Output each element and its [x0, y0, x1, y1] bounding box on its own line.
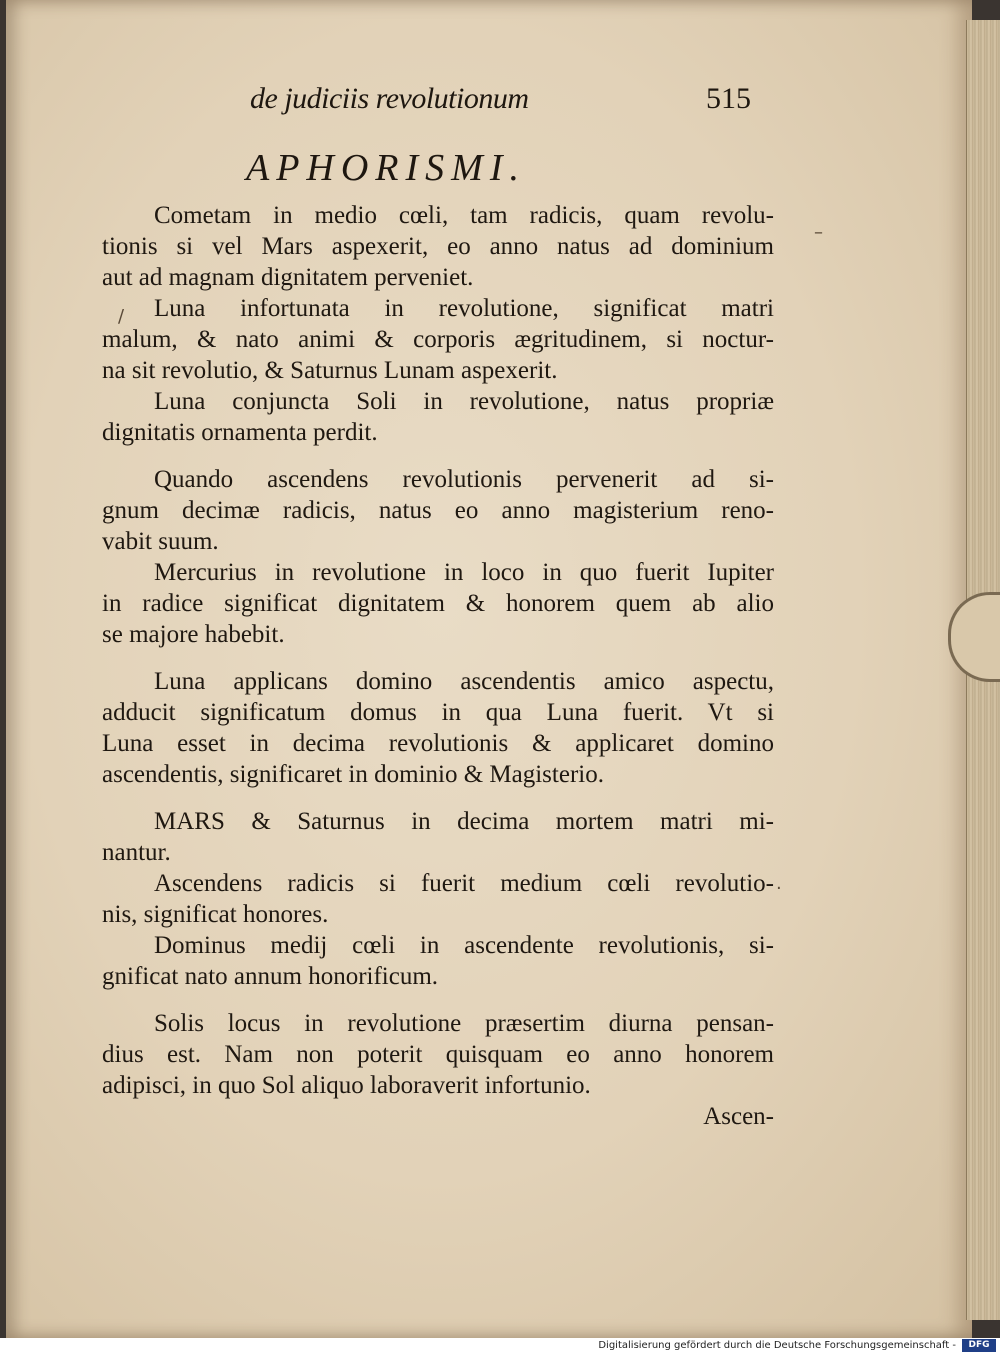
text-line: MARS & Saturnus in decima mortem matri mi-	[154, 808, 774, 835]
text-line: Luna conjuncta Soli in revolutione, natus propriæ	[154, 388, 774, 415]
text-line: tionis si vel Mars aspexerit, eo anno natus ad dominium	[102, 233, 774, 260]
section-title: APHORISMI.	[246, 147, 526, 189]
paragraph-gap	[102, 790, 774, 806]
paragraph-gap	[102, 448, 774, 464]
dfg-logo: DFG	[962, 1339, 996, 1352]
text-line: adipisci, in quo Sol aliquo laboraverit infortunio.	[102, 1072, 591, 1099]
catchword: Ascen-	[703, 1103, 774, 1130]
digitization-footer	[0, 1338, 1000, 1354]
margin-mark: ·	[776, 878, 782, 899]
margin-mark: /	[118, 306, 125, 327]
text-line: dignitatis ornamenta perdit.	[102, 419, 378, 446]
text-line: Luna applicans domino ascendentis amico aspectu,	[154, 668, 774, 695]
aphorism-text	[102, 200, 774, 1132]
text-line: gnum decimæ radicis, natus eo anno magisterium reno-	[102, 497, 774, 524]
paragraph-gap	[102, 992, 774, 1008]
book-page	[6, 0, 972, 1338]
running-head: de judiciis revolutionum	[250, 82, 529, 115]
text-line: nantur.	[102, 839, 171, 866]
text-line: se majore habebit.	[102, 621, 285, 648]
text-line: Quando ascendens revolutionis pervenerit ad si-	[154, 466, 774, 493]
page-header	[6, 72, 972, 132]
text-line: Mercurius in revolutione in loco in quo fuerit Iupiter	[154, 559, 774, 586]
text-line: vabit suum.	[102, 528, 219, 555]
text-line: dius est. Nam non poterit quisquam eo anno honorem	[102, 1041, 774, 1068]
funding-credit: Digitalisierung gefördert durch die Deutsche Forschungsgemeinschaft -	[598, 1340, 956, 1351]
text-line: na sit revolutio, & Saturnus Lunam aspexerit.	[102, 357, 558, 384]
text-line: malum, & nato animi & corporis ægritudinem, si noctur-	[102, 326, 774, 353]
text-line: ascendentis, significaret in dominio & Magisterio.	[102, 761, 604, 788]
margin-mark: –	[814, 222, 823, 243]
text-line: Dominus medij cœli in ascendente revolutionis, si-	[154, 932, 774, 959]
text-line: Ascendens radicis si fuerit medium cœli revolutio-	[154, 870, 774, 897]
text-line: gnificat nato annum honorificum.	[102, 963, 439, 990]
text-line: Solis locus in revolutione præsertim diurna pensan-	[154, 1010, 774, 1037]
text-line: in radice significat dignitatem & honorem quem ab alio	[102, 590, 774, 617]
text-line: adducit significatum domus in qua Luna fuerit. Vt si	[102, 699, 774, 726]
page-number: 515	[706, 82, 751, 115]
paragraph-gap	[102, 650, 774, 666]
text-line: Cometam in medio cœli, tam radicis, quam revolu-	[154, 202, 774, 229]
text-line: nis, significat honores.	[102, 901, 329, 928]
text-line: aut ad magnam dignitatem perveniet.	[102, 264, 474, 291]
text-line: Luna esset in decima revolutionis & applicaret domino	[102, 730, 774, 757]
text-line: Luna infortunata in revolutione, significat matri	[154, 295, 774, 322]
